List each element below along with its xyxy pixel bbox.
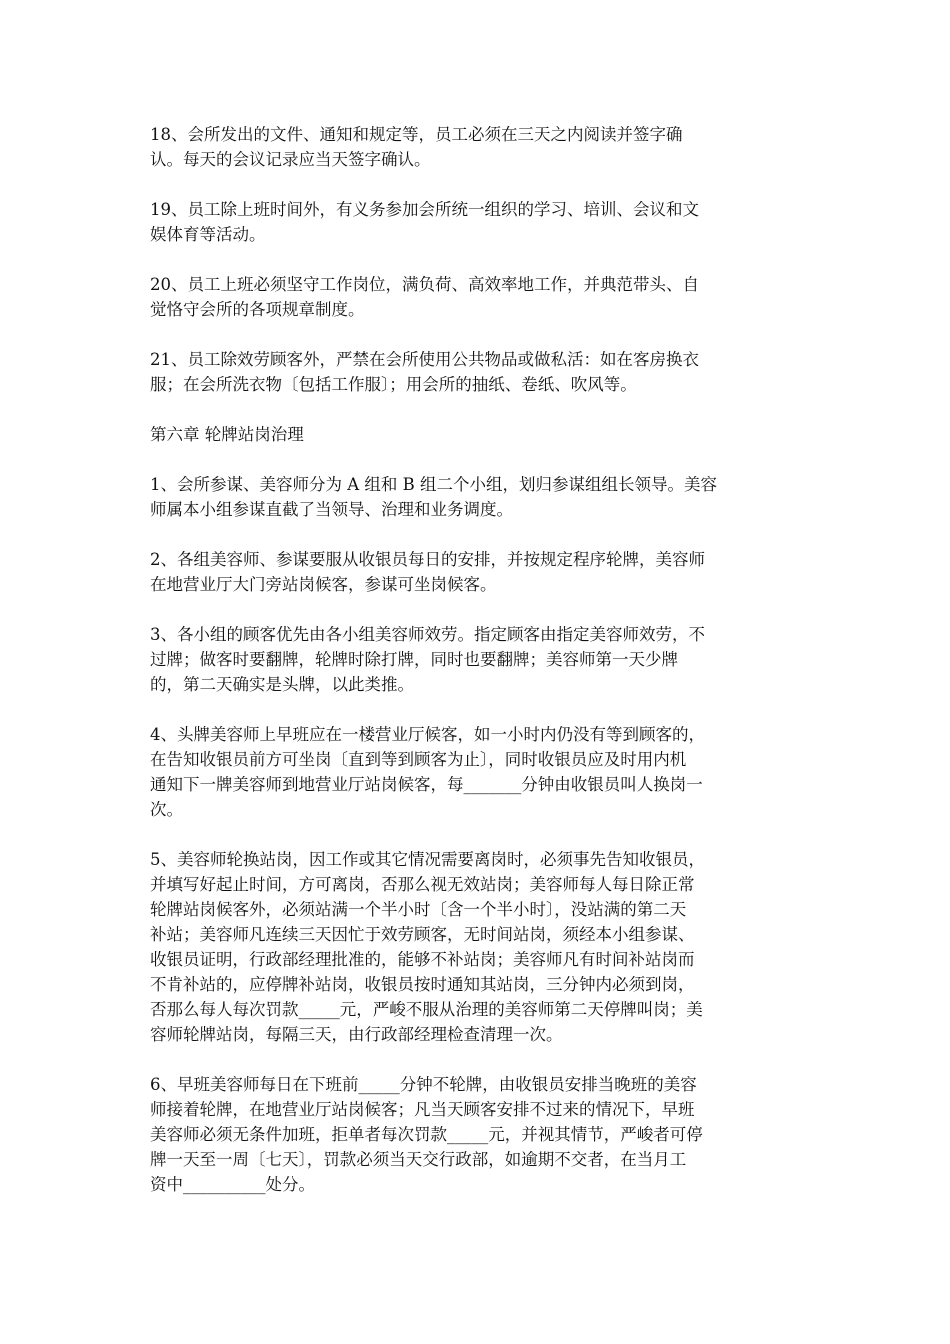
paragraph-line: 4、头牌美容师上早班应在一楼营业厅候客，如一小时内仍没有等到顾客的， [150, 725, 705, 744]
paragraph-line: 2、各组美容师、参谋要服从收银员每日的安排，并按规定程序轮牌，美容师 [150, 550, 705, 569]
paragraph-c5 [150, 847, 810, 1047]
paragraph-line: 在告知收银员前方可坐岗〔直到等到顾客为止〕，同时收银员应及时用内机 [150, 750, 687, 769]
paragraph-line: 师接着轮牌，在地营业厅站岗候客；凡当天顾客安排不过来的情况下，早班 [150, 1100, 695, 1119]
paragraph-line: 认。每天的会议记录应当天签字确认。 [150, 150, 431, 169]
paragraph-p21 [150, 347, 810, 397]
paragraph-c1 [150, 472, 810, 522]
paragraph-line: 牌一天至一周〔七天〕，罚款必须当天交行政部，如逾期不交者，在当月工 [150, 1150, 687, 1169]
paragraph-line: 资中__________处分。 [150, 1175, 315, 1194]
paragraph-line: 5、美容师轮换站岗，因工作或其它情况需要离岗时，必须事先告知收银员， [150, 850, 705, 869]
paragraph-p19 [150, 197, 810, 247]
paragraph-line: 否那么每人每次罚款_____元，严峻不服从治理的美容师第二天停牌叫岗；美 [150, 1000, 703, 1019]
paragraph-line: 并填写好起止时间，方可离岗，否那么视无效站岗；美容师每人每日除正常 [150, 875, 695, 894]
paragraph-line: 的，第二天确实是头牌，以此类推。 [150, 675, 414, 694]
paragraph-line: 6、早班美容师每日在下班前_____分钟不轮牌，由收银员安排当晚班的美容 [150, 1075, 697, 1094]
paragraph-line: 觉恪守会所的各项规章制度。 [150, 300, 365, 319]
rules-section [150, 122, 810, 397]
paragraph-c2 [150, 547, 810, 597]
chapter-section [150, 472, 810, 1197]
paragraph-line: 娱体育等活动。 [150, 225, 266, 244]
paragraph-line: 在地营业厅大门旁站岗候客，参谋可坐岗候客。 [150, 575, 497, 594]
paragraph-line: 收银员证明，行政部经理批准的，能够不补站岗；美容师凡有时间补站岗而 [150, 950, 695, 969]
paragraph-line: 3、各小组的顾客优先由各小组美容师效劳。指定顾客由指定美容师效劳，不 [150, 625, 705, 644]
chapter-heading: 第六章 轮牌站岗治理 [150, 425, 304, 444]
paragraph-line: 18、会所发出的文件、通知和规定等，员工必须在三天之内阅读并签字确 [150, 125, 683, 144]
paragraph-line: 过牌；做客时要翻牌，轮牌时除打牌，同时也要翻牌；美容师第一天少牌 [150, 650, 678, 669]
document-page [150, 122, 810, 1222]
paragraph-c6 [150, 1072, 810, 1197]
paragraph-line: 美容师必须无条件加班，拒单者每次罚款_____元，并视其情节，严峻者可停 [150, 1125, 703, 1144]
paragraph-line: 服；在会所洗衣物〔包括工作服〕；用会所的抽纸、卷纸、吹风等。 [150, 375, 637, 394]
paragraph-p18 [150, 122, 810, 172]
paragraph-p20 [150, 272, 810, 322]
paragraph-line: 补站；美容师凡连续三天因忙于效劳顾客，无时间站岗，须经本小组参谋、 [150, 925, 695, 944]
paragraph-line: 次。 [150, 800, 183, 819]
paragraph-line: 师属本小组参谋直截了当领导、治理和业务调度。 [150, 500, 513, 519]
paragraph-line: 不肯补站的，应停牌补站岗，收银员按时通知其站岗，三分钟内必须到岗， [150, 975, 695, 994]
paragraph-line: 20、员工上班必须坚守工作岗位，满负荷、高效率地工作，并典范带头、自 [150, 275, 699, 294]
paragraph-c3 [150, 622, 810, 697]
paragraph-c4 [150, 722, 810, 822]
paragraph-line: 21、员工除效劳顾客外，严禁在会所使用公共物品或做私活：如在客房换衣 [150, 350, 699, 369]
paragraph-line: 通知下一牌美容师到地营业厅站岗候客，每_______分钟由收银员叫人换岗一 [150, 775, 703, 794]
paragraph-line: 轮牌站岗候客外，必须站满一个半小时〔含一个半小时〕，没站满的第二天 [150, 900, 687, 919]
paragraph-line: 容师轮牌站岗，每隔三天，由行政部经理检查清理一次。 [150, 1025, 563, 1044]
paragraph-line: 19、员工除上班时间外，有义务参加会所统一组织的学习、培训、会议和文 [150, 200, 699, 219]
paragraph-line: 1、会所参谋、美容师分为 A 组和 B 组二个小组，划归参谋组组长领导。美容 [150, 475, 718, 494]
